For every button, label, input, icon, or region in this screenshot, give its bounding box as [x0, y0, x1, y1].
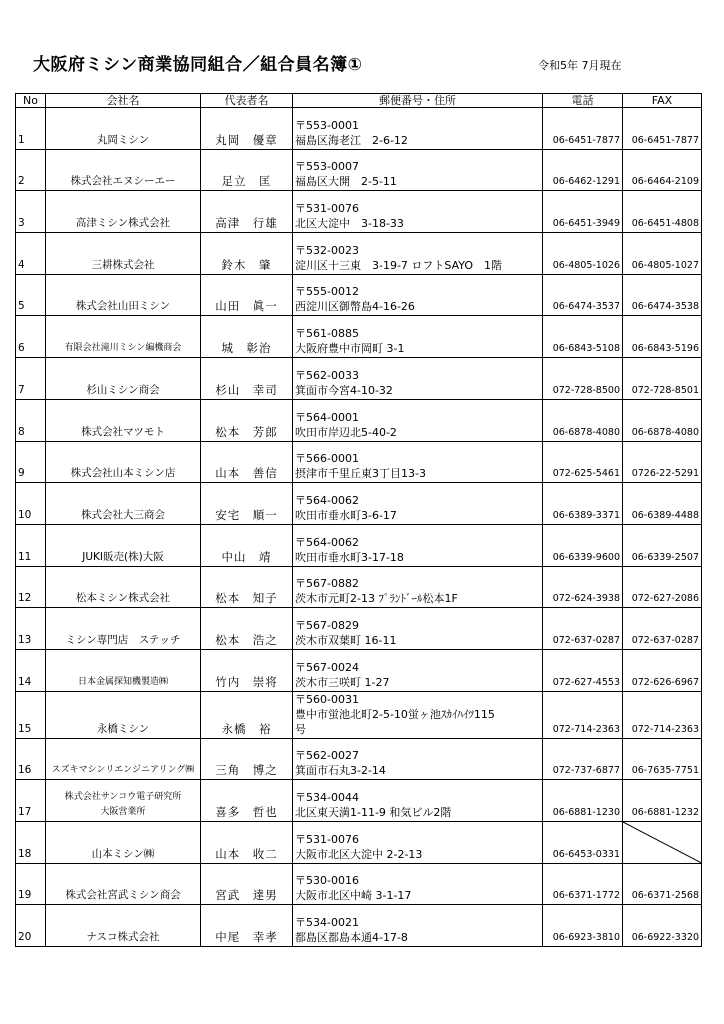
- postal-code: 〒562-0033: [295, 368, 359, 382]
- as-of-date: 令和5年 7月現在: [538, 59, 622, 72]
- fax-number: 06-6451-7877: [623, 108, 702, 150]
- row-number: 18: [16, 822, 46, 864]
- representative-name: 安宅 順一: [201, 483, 293, 525]
- row-number: 10: [16, 483, 46, 525]
- row-number: 2: [16, 149, 46, 191]
- table-row: [16, 905, 702, 947]
- row-number: 6: [16, 316, 46, 358]
- header-company: 会社名: [46, 94, 201, 108]
- postal-code: 〒564-0062: [295, 493, 359, 507]
- company-name: 有限会社滝川ミシン編機商会: [46, 316, 201, 358]
- representative-name: 松本 芳郎: [201, 399, 293, 441]
- representative-name: 鈴木 肇: [201, 233, 293, 275]
- table-row: [16, 316, 702, 358]
- representative-name: 松本 知子: [201, 566, 293, 608]
- representative-name: 城 彰治: [201, 316, 293, 358]
- representative-name: 三角 博之: [201, 738, 293, 780]
- phone-number: 06-6451-7877: [543, 108, 623, 150]
- fax-number: 06-6371-2568: [623, 863, 702, 905]
- fax-number: 072-627-2086: [623, 566, 702, 608]
- table-row: [16, 441, 702, 483]
- table-row: [16, 149, 702, 191]
- phone-number: 06-6843-5108: [543, 316, 623, 358]
- phone-number: 06-4805-1026: [543, 233, 623, 275]
- fax-number: 072-637-0287: [623, 608, 702, 650]
- row-number: 13: [16, 608, 46, 650]
- company-name: 株式会社エヌシーエー: [46, 149, 201, 191]
- company-name: ナスコ株式会社: [46, 905, 201, 947]
- postal-address: [293, 358, 543, 400]
- phone-number: 06-6453-0331: [543, 822, 623, 864]
- phone-number: 06-6923-3810: [543, 905, 623, 947]
- table-row: [16, 358, 702, 400]
- postal-address: [293, 233, 543, 275]
- fax-number: 072-728-8501: [623, 358, 702, 400]
- row-number: 19: [16, 863, 46, 905]
- representative-name: 竹内 崇将: [201, 649, 293, 691]
- postal-address: [293, 608, 543, 650]
- phone-number: 072-624-3938: [543, 566, 623, 608]
- street-address: 茨木市双葉町 16-11: [295, 633, 397, 647]
- postal-code: 〒564-0001: [295, 410, 359, 424]
- postal-address: [293, 149, 543, 191]
- header-address: 郵便番号・住所: [293, 94, 543, 108]
- postal-address: [293, 191, 543, 233]
- postal-code: 〒560-0031: [295, 692, 359, 706]
- table-row: [16, 233, 702, 275]
- street-address-cont: 号: [295, 722, 306, 736]
- row-number: 4: [16, 233, 46, 275]
- roster-body: [16, 108, 702, 947]
- street-address: 福島区海老江 2-6-12: [295, 133, 408, 147]
- row-number: 16: [16, 738, 46, 780]
- representative-name: 松本 浩之: [201, 608, 293, 650]
- table-row: [16, 399, 702, 441]
- row-number: 20: [16, 905, 46, 947]
- postal-code: 〒530-0016: [295, 874, 359, 888]
- company-name: 丸岡ミシン: [46, 108, 201, 150]
- page-title: 大阪府ミシン商業協同組合／組合員名簿①: [33, 55, 363, 75]
- representative-name: 宮武 達男: [201, 863, 293, 905]
- fax-number: 06-6339-2507: [623, 524, 702, 566]
- diagonal-strike: [623, 822, 701, 863]
- postal-address: [293, 905, 543, 947]
- street-address: 摂津市千里丘東3丁目13-3: [295, 467, 426, 481]
- phone-number: 06-6451-3949: [543, 191, 623, 233]
- representative-name: 山田 眞一: [201, 274, 293, 316]
- fax-number: 06-7635-7751: [623, 738, 702, 780]
- table-row: [16, 108, 702, 150]
- phone-number: 072-637-0287: [543, 608, 623, 650]
- phone-number: 072-627-4553: [543, 649, 623, 691]
- row-number: 1: [16, 108, 46, 150]
- fax-number: 0726-22-5291: [623, 441, 702, 483]
- header-no: No: [16, 94, 46, 108]
- phone-number: 06-6881-1230: [543, 780, 623, 822]
- header-fax: FAX: [623, 94, 702, 108]
- postal-address: [293, 108, 543, 150]
- fax-number: 06-6843-5196: [623, 316, 702, 358]
- postal-address: [293, 399, 543, 441]
- phone-number: 06-6389-3371: [543, 483, 623, 525]
- table-row: [16, 780, 702, 822]
- postal-code: 〒553-0007: [295, 160, 359, 174]
- fax-number: 072-714-2363: [623, 691, 702, 738]
- postal-address: [293, 691, 543, 738]
- company-branch-line: 大阪営業所: [100, 807, 146, 817]
- table-row: [16, 608, 702, 650]
- postal-address: [293, 274, 543, 316]
- phone-number: 072-737-6877: [543, 738, 623, 780]
- phone-number: 072-625-5461: [543, 441, 623, 483]
- row-number: 17: [16, 780, 46, 822]
- company-name: 山本ミシン㈱: [46, 822, 201, 864]
- table-row: [16, 274, 702, 316]
- company-name: 株式会社山田ミシン: [46, 274, 201, 316]
- fax-number: 06-6881-1232: [623, 780, 702, 822]
- street-address: 西淀川区御幣島4-16-26: [295, 300, 415, 314]
- phone-number: 072-728-8500: [543, 358, 623, 400]
- postal-code: 〒534-0044: [295, 791, 359, 804]
- table-row: [16, 483, 702, 525]
- table-row: [16, 191, 702, 233]
- row-number: 12: [16, 566, 46, 608]
- company-name: 株式会社大三商会: [46, 483, 201, 525]
- row-number: 14: [16, 649, 46, 691]
- postal-code: 〒553-0001: [295, 118, 359, 132]
- representative-name: 丸岡 優章: [201, 108, 293, 150]
- street-address: 大阪市北区中崎 3-1-17: [295, 889, 412, 903]
- row-number: 9: [16, 441, 46, 483]
- company-name: [46, 780, 201, 822]
- street-address: 淀川区十三東 3-19-7 ロフトSAYO 1階: [295, 258, 503, 272]
- fax-number: 06-6922-3320: [623, 905, 702, 947]
- postal-code: 〒567-0882: [295, 577, 359, 591]
- representative-name: 山本 收二: [201, 822, 293, 864]
- representative-name: 高津 行雄: [201, 191, 293, 233]
- company-name: 三耕株式会社: [46, 233, 201, 275]
- street-address: 吹田市垂水町3-6-17: [295, 508, 397, 522]
- company-name: 日本金属探知機製造㈱: [46, 649, 201, 691]
- postal-code: 〒562-0027: [295, 749, 359, 763]
- header-phone: 電話: [543, 94, 623, 108]
- postal-address: [293, 566, 543, 608]
- street-address: 北区大淀中 3-18-33: [295, 217, 404, 231]
- fax-number: 06-6451-4808: [623, 191, 702, 233]
- street-address: 豊中市蛍池北町2-5-10蛍ヶ池ｽｶｲﾊｲﾂ115: [295, 707, 495, 721]
- row-number: 8: [16, 399, 46, 441]
- fax-number: 06-6474-3538: [623, 274, 702, 316]
- fax-number: 06-6878-4080: [623, 399, 702, 441]
- row-number: 11: [16, 524, 46, 566]
- member-roster-table: [15, 93, 702, 947]
- fax-number: 072-626-6967: [623, 649, 702, 691]
- postal-code: 〒566-0001: [295, 452, 359, 466]
- street-address: 箕面市石丸3-2-14: [295, 764, 386, 778]
- representative-name: 山本 善信: [201, 441, 293, 483]
- postal-address: [293, 316, 543, 358]
- table-row: [16, 691, 702, 738]
- street-address: 吹田市岸辺北5-40-2: [295, 425, 397, 439]
- company-name: JUKI販売(株)大阪: [46, 524, 201, 566]
- table-row: [16, 566, 702, 608]
- street-address: 福島区大開 2-5-11: [295, 175, 397, 189]
- header-representative: 代表者名: [201, 94, 293, 108]
- company-name: 永橋ミシン: [46, 691, 201, 738]
- street-address: 吹田市垂水町3-17-18: [295, 550, 404, 564]
- street-address: 北区東天満1-11-9 和気ビル2階: [295, 806, 452, 819]
- representative-name: 喜多 哲也: [201, 780, 293, 822]
- representative-name: 永橋 裕: [201, 691, 293, 738]
- representative-name: 足立 匡: [201, 149, 293, 191]
- table-row: [16, 822, 702, 864]
- phone-number: 06-6371-1772: [543, 863, 623, 905]
- fax-number: 06-4805-1027: [623, 233, 702, 275]
- representative-name: 杉山 幸司: [201, 358, 293, 400]
- postal-code: 〒567-0024: [295, 660, 359, 674]
- postal-address: [293, 738, 543, 780]
- company-name: 株式会社山本ミシン店: [46, 441, 201, 483]
- postal-address: [293, 780, 543, 822]
- fax-number: 06-6389-4488: [623, 483, 702, 525]
- table-row: [16, 524, 702, 566]
- table-row: [16, 863, 702, 905]
- postal-address: [293, 483, 543, 525]
- company-name-line: 株式会社サンコウ電子研究所: [64, 792, 182, 802]
- phone-number: 06-6339-9600: [543, 524, 623, 566]
- table-row: [16, 738, 702, 780]
- row-number: 7: [16, 358, 46, 400]
- postal-code: 〒567-0829: [295, 618, 359, 632]
- street-address: 茨木市三咲町 1-27: [295, 675, 390, 689]
- postal-code: 〒532-0023: [295, 243, 359, 257]
- company-name: 高津ミシン株式会社: [46, 191, 201, 233]
- postal-address: [293, 649, 543, 691]
- street-address: 大阪府豊中市岡町 3-1: [295, 342, 405, 356]
- street-address: 箕面市今宮4-10-32: [295, 383, 393, 397]
- company-name: 株式会社宮武ミシン商会: [46, 863, 201, 905]
- postal-code: 〒564-0062: [295, 535, 359, 549]
- company-name: 株式会社マツモト: [46, 399, 201, 441]
- phone-number: 06-6474-3537: [543, 274, 623, 316]
- row-number: 5: [16, 274, 46, 316]
- company-name: 杉山ミシン商会: [46, 358, 201, 400]
- postal-code: 〒555-0012: [295, 285, 359, 299]
- postal-address: [293, 441, 543, 483]
- phone-number: 06-6462-1291: [543, 149, 623, 191]
- postal-address: [293, 524, 543, 566]
- representative-name: 中山 靖: [201, 524, 293, 566]
- postal-code: 〒561-0885: [295, 327, 359, 341]
- postal-code: 〒531-0076: [295, 202, 359, 216]
- representative-name: 中尾 幸孝: [201, 905, 293, 947]
- fax-number: 06-6464-2109: [623, 149, 702, 191]
- row-number: 3: [16, 191, 46, 233]
- table-row: [16, 649, 702, 691]
- table-header-row: [16, 94, 702, 108]
- row-number: 15: [16, 691, 46, 738]
- company-name: ミシン専門店 ステッチ: [46, 608, 201, 650]
- postal-code: 〒534-0021: [295, 916, 359, 930]
- street-address: 茨木市元町2-13 ﾌﾟﾗﾝﾄﾞｰﾙ松本1F: [295, 592, 458, 606]
- street-address: 都島区都島本通4-17-8: [295, 931, 408, 945]
- postal-address: [293, 822, 543, 864]
- company-name: 松本ミシン株式会社: [46, 566, 201, 608]
- postal-code: 〒531-0076: [295, 832, 359, 846]
- phone-number: 072-714-2363: [543, 691, 623, 738]
- company-name: スズキマシンリエンジニアリング㈱: [46, 738, 201, 780]
- fax-none: [623, 822, 702, 864]
- street-address: 大阪市北区大淀中 2-2-13: [295, 847, 423, 861]
- phone-number: 06-6878-4080: [543, 399, 623, 441]
- postal-address: [293, 863, 543, 905]
